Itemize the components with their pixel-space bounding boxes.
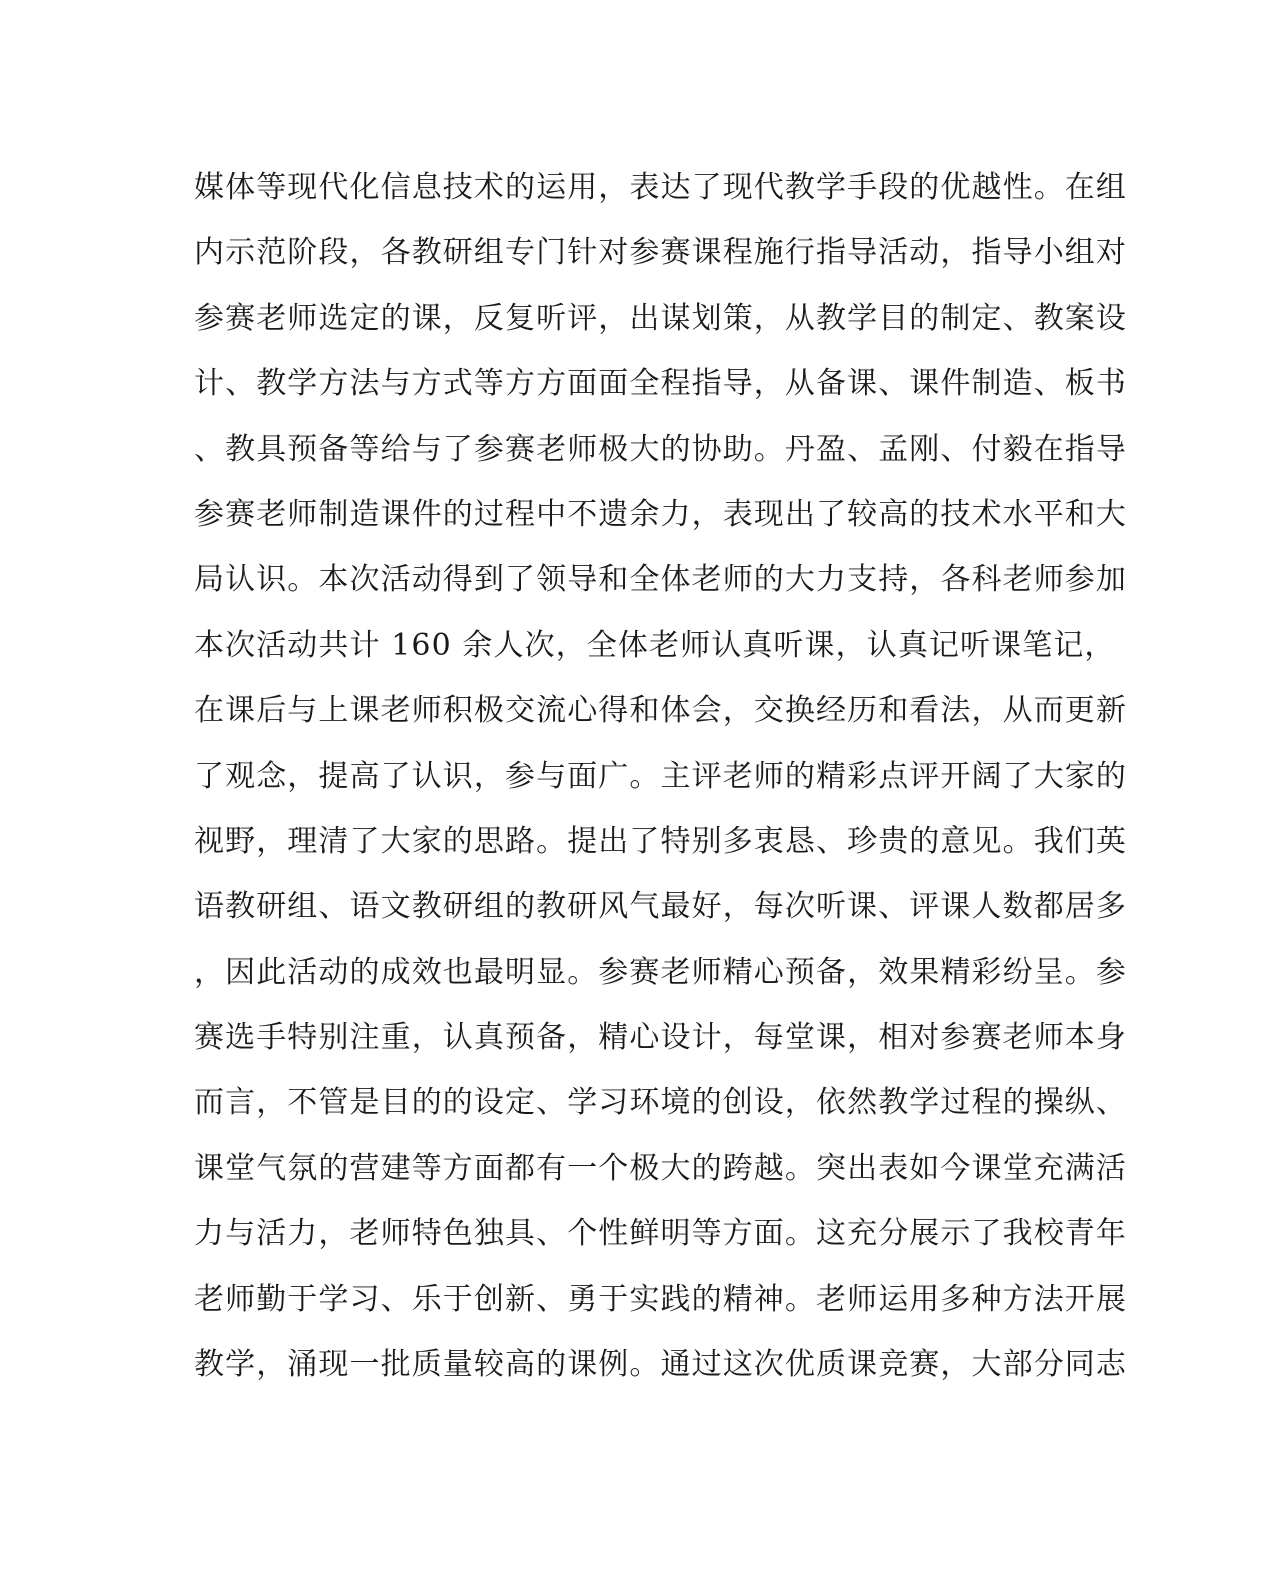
text-line: 力与活力，老师特色独具、个性鲜明等方面。这充分展示了我校青年 (194, 1216, 1127, 1252)
text-line: 而言，不管是目的的设定、学习环境的创设，依然教学过程的操纵、 (194, 1085, 1127, 1121)
text-line: 参赛老师选定的课，反复听评，出谋划策，从教学目的制定、教案设 (194, 300, 1127, 336)
text-line: 教学，涌现一批质量较高的课例。通过这次优质课竞赛，大部分同志 (194, 1347, 1127, 1383)
text-line: 老师勤于学习、乐于创新、勇于实践的精神。老师运用多种方法开展 (194, 1281, 1127, 1317)
text-line: 、教具预备等给与了参赛老师极大的协助。丹盈、孟刚、付毅在指导 (194, 431, 1127, 467)
text-line: 课堂气氛的营建等方面都有一个极大的跨越。突出表如今课堂充满活 (194, 1150, 1127, 1186)
text-line: 参赛老师制造课件的过程中不遗余力，表现出了较高的技术水平和大 (194, 496, 1127, 532)
text-line: 了观念，提高了认识，参与面广。主评老师的精彩点评开阔了大家的 (194, 758, 1127, 794)
text-line: 内示范阶段，各教研组专门针对参赛课程施行指导活动，指导小组对 (194, 235, 1127, 271)
text-line: 媒体等现代化信息技术的运用，表达了现代教学手段的优越性。在组 (194, 170, 1127, 205)
text-line: 赛选手特别注重，认真预备，精心设计，每堂课，相对参赛老师本身 (194, 1020, 1127, 1056)
body-text (194, 160, 1127, 1402)
text-line: 视野，理清了大家的思路。提出了特别多衷恳、珍贵的意见。我们英 (194, 823, 1127, 859)
text-line: 语教研组、语文教研组的教研风气最好，每次听课、评课人数都居多 (194, 889, 1127, 925)
text-line: 计、教学方法与方式等方方面面全程指导，从备课、课件制造、板书 (194, 366, 1127, 402)
text-line: ，因此活动的成效也最明显。参赛老师精心预备，效果精彩纷呈。参 (194, 954, 1127, 990)
text-line: 本次活动共计 160 余人次，全体老师认真听课，认真记听课笔记， (194, 627, 1116, 663)
text-line: 局认识。本次活动得到了领导和全体老师的大力支持，各科老师参加 (194, 562, 1127, 598)
text-line: 在课后与上课老师积极交流心得和体会，交换经历和看法，从而更新 (194, 693, 1127, 729)
